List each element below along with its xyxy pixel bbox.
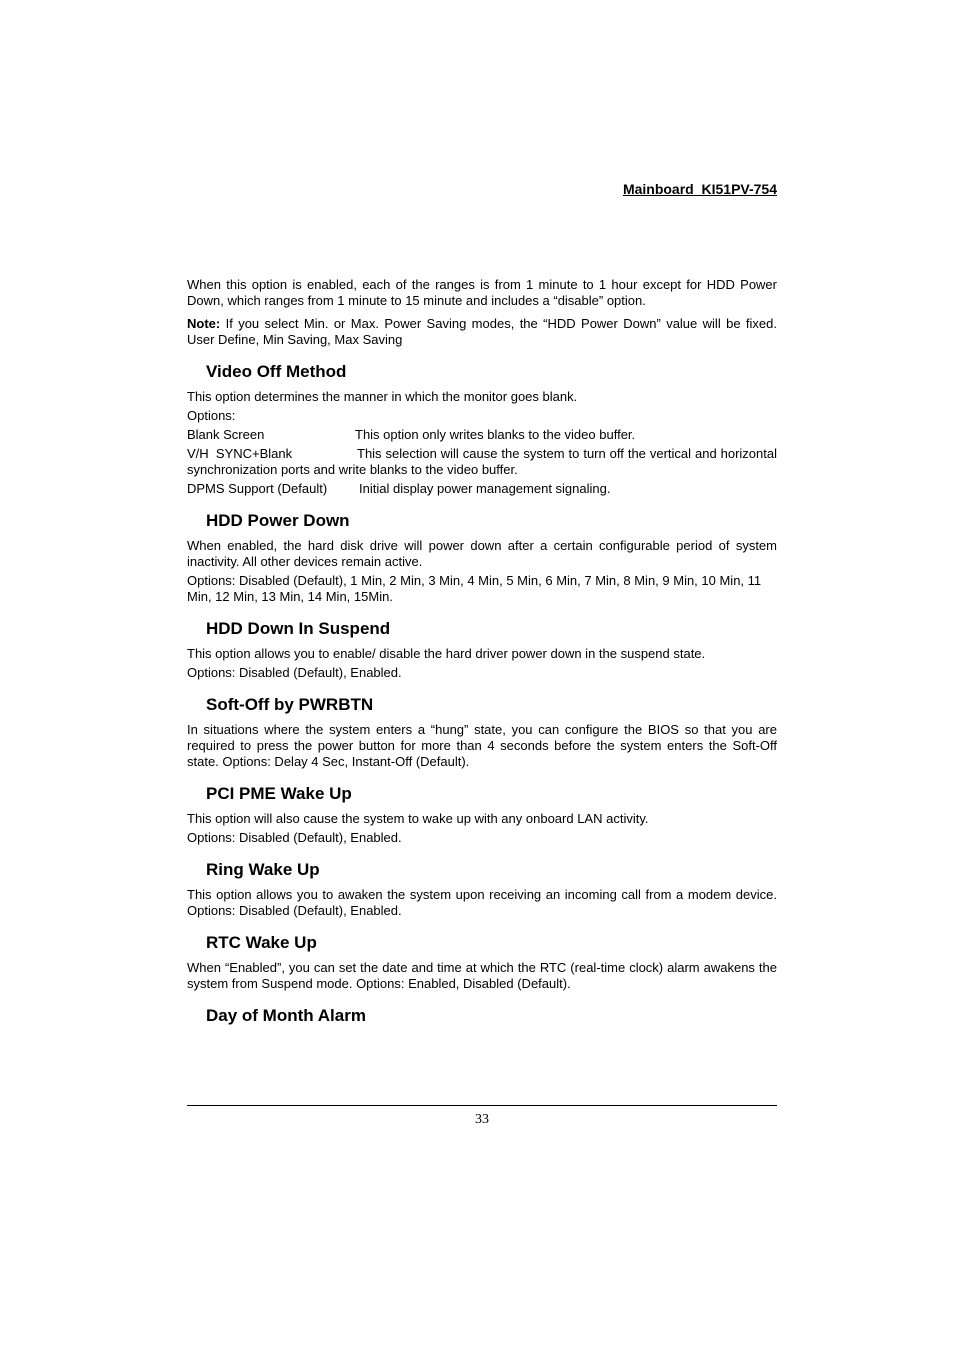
option-row-blank-screen (187, 427, 777, 443)
page-content (187, 277, 777, 1026)
section-description: When “Enabled”, you can set the date and time at which the RTC (real-time clock) alarm awakens the system from Suspend mode. Options: Enabled, Disabled (Default). (187, 960, 777, 991)
option-row-dpms (187, 481, 777, 497)
section-day-of-month-alarm (187, 1006, 777, 1026)
footer-divider (187, 1105, 777, 1106)
section-ring-wake-up (187, 860, 777, 919)
note-text: If you select Min. or Max. Power Saving modes, the “HDD Power Down” value will be fixed. User Define, Min Saving, Max Saving (187, 316, 777, 347)
section-hdd-down-in-suspend (187, 619, 777, 681)
option-value: This option only writes blanks to the video buffer. (355, 427, 636, 442)
section-title: Video Off Method (206, 362, 347, 381)
section-pci-pme-wake-up (187, 784, 777, 846)
section-description: This option allows you to awaken the system upon receiving an incoming call from a modem device. Options: Disabled (Default), Enabled. (187, 887, 777, 918)
option-value: Initial display power management signaling. (359, 481, 611, 496)
section-options: Options: Disabled (Default), Enabled. (187, 830, 402, 845)
section-video-off-method (187, 362, 777, 497)
note-paragraph (187, 316, 777, 348)
section-title: HDD Down In Suspend (206, 619, 391, 638)
page-number: 33 (475, 1112, 489, 1127)
option-key: Blank Screen (187, 427, 265, 442)
options-label: Options: (187, 408, 236, 423)
section-rtc-wake-up (187, 933, 777, 992)
section-description: This option allows you to enable/ disable the hard driver power down in the suspend state. (187, 646, 706, 661)
section-description: This option determines the manner in which the monitor goes blank. (187, 389, 578, 404)
section-description: When enabled, the hard disk drive will power down after a certain configurable period of system inactivity. All other devices remain active. (187, 538, 777, 569)
option-row-vh-sync-blank (187, 446, 777, 478)
section-title: Day of Month Alarm (206, 1006, 366, 1025)
section-options: Options: Disabled (Default), Enabled. (187, 665, 402, 680)
section-title: Soft-Off by PWRBTN (206, 695, 374, 714)
section-hdd-power-down (187, 511, 777, 605)
section-title: Ring Wake Up (206, 860, 320, 879)
page-header-title: Mainboard KI51PV-754 (622, 181, 777, 197)
section-options: Options: Disabled (Default), 1 Min, 2 Min, 3 Min, 4 Min, 5 Min, 6 Min, 7 Min, 8 Min, 9 Min, 10 Min, 11 Min, 12 Min, 13 Min, 14 Min, 15Min. (187, 573, 762, 604)
intro-paragraph: When this option is enabled, each of the ranges is from 1 minute to 1 hour except for HDD Power Down, which ranges from 1 minute to 15 minute and includes a “disable” option. (187, 277, 777, 308)
section-title: HDD Power Down (206, 511, 350, 530)
option-value: This selection will cause the system to turn off the vertical and horizontal synchronization ports and write blanks to the video buffer. (187, 446, 777, 477)
option-key: V/H SYNC+Blank (187, 446, 293, 461)
section-title: PCI PME Wake Up (206, 784, 352, 803)
note-label: Note: (187, 316, 221, 331)
section-description: This option will also cause the system to wake up with any onboard LAN activity. (187, 811, 649, 826)
section-description: In situations where the system enters a “hung” state, you can configure the BIOS so that you are required to press the power button for more than 4 seconds before the system enters the Soft-Off state. Options: Delay 4 Sec, Instant-Off (Default). (187, 722, 777, 769)
option-key: DPMS Support (Default) (187, 481, 328, 496)
section-soft-off-pwrbtn (187, 695, 777, 770)
section-title: RTC Wake Up (206, 933, 317, 952)
